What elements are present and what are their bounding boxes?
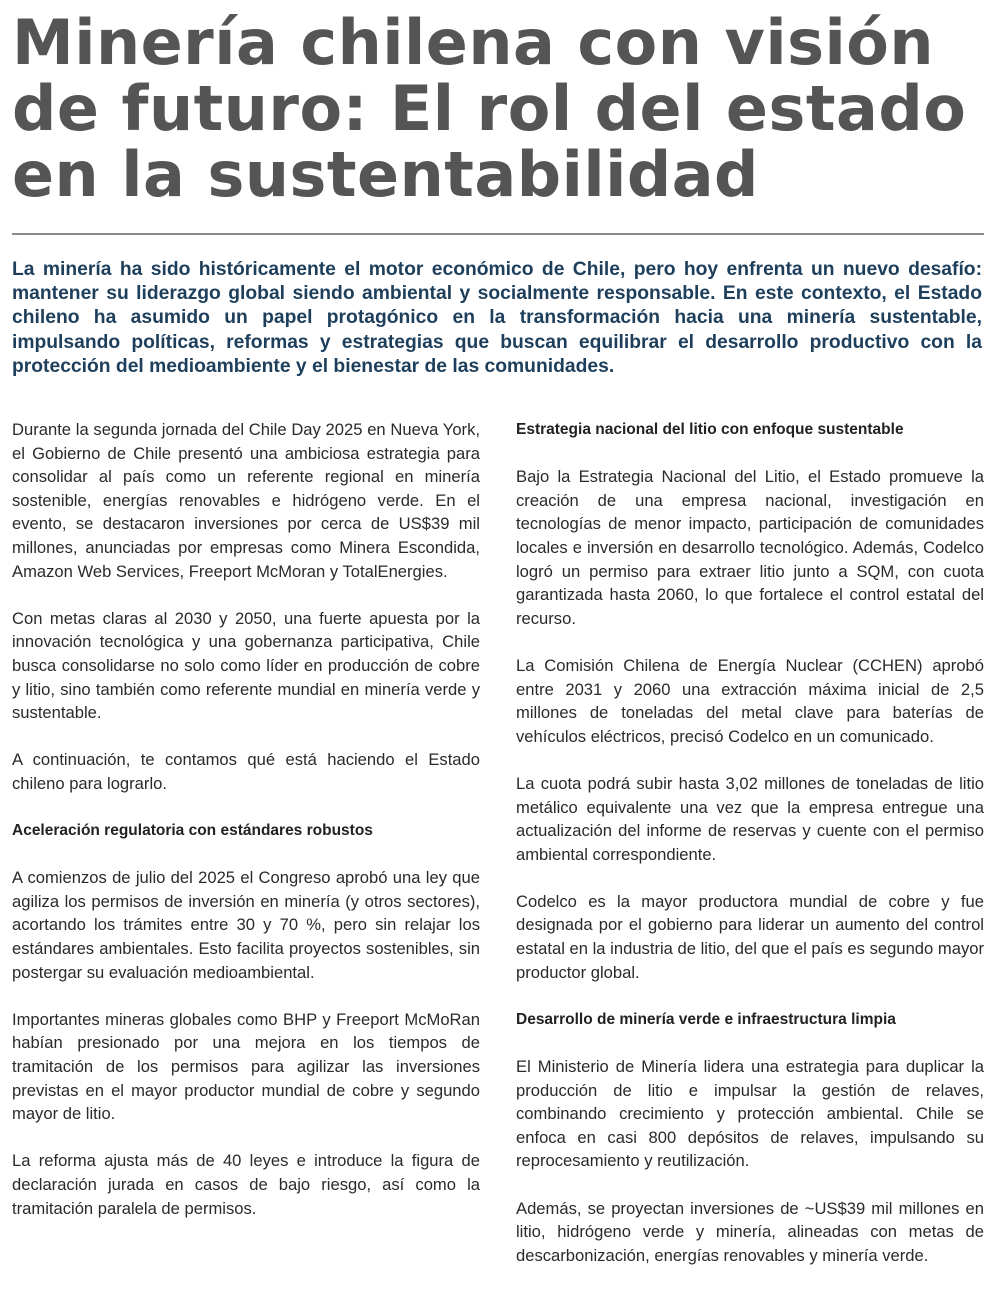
section-heading: Desarrollo de minería verde e infraestructura limpia <box>516 1010 896 1028</box>
paragraph: El Ministerio de Minería lidera una estrategia para duplicar la producción de litio e impulsar la gestión de relaves, combinando crecimiento y protección ambiental. Chile se enfoca en casi 800 depósitos de relaves, impulsando su reprocesamiento y reutilización. <box>516 1057 984 1171</box>
paragraph: Codelco es la mayor productora mundial de cobre y fue designada por el gobierno para liderar un aumento del control estatal en la industria de litio, del que el país es segundo mayor productor global. <box>516 891 984 982</box>
paragraph: Importantes mineras globales como BHP y Freeport McMoRan habían presionado por una mejora en los tiempos de tramitación de los permisos para agilizar las inversiones previstas en el mayor productor mundial de cobre y segundo mayor de litio. <box>12 1009 480 1124</box>
left-column <box>12 418 480 1244</box>
section-heading: Estrategia nacional del litio con enfoque sustentable <box>516 421 904 438</box>
section-heading: Aceleración regulatoria con estándares robustos <box>12 822 373 840</box>
paragraph: La Comisión Chilena de Energía Nuclear (CCHEN) aprobó entre 2031 y 2060 una extracción máxima inicial de 2,5 millones de toneladas del metal clave para baterías de vehículos eléctricos, precisó Codelco en un comunicado. <box>516 655 984 746</box>
paragraph: Además, se proyectan inversiones de ~US$39 mil millones en litio, hidrógeno verde y minería, alineadas con metas de descarbonización, energías renovables y minería verde. <box>516 1198 984 1265</box>
paragraph: A continuación, te contamos qué está haciendo el Estado chileno para lograrlo. <box>12 750 480 793</box>
title-divider <box>12 233 984 235</box>
paragraph: A comienzos de julio del 2025 el Congreso aprobó una ley que agiliza los permisos de inversión en minería (y otros sectores), acortando los trámites entre 30 y 70 %, pero sin relajar los estándares ambientales. Esto facilita proyectos sostenibles, sin postergar su evaluación medioambiental. <box>12 868 480 982</box>
paragraph: La cuota podrá subir hasta 3,02 millones de toneladas de litio metálico equivalente una vez que la empresa entregue una actualización del informe de reservas y cuente con el permiso ambiental correspondiente. <box>516 773 984 864</box>
article-title: Minería chilena con visión de futuro: El rol del estado en la sustentabilidad <box>12 6 967 211</box>
article-lead: La minería ha sido históricamente el motor económico de Chile, pero hoy enfrenta un nuevo desafío: mantener su liderazgo global siendo ambiental y socialmente responsable. En este contexto, el Estado chileno ha asumido un papel protagónico en la transformación hacia una minería sustentable, impulsando políticas, reformas y estrategias que buscan equilibrar el desarrollo productivo con la protección del medioambiente y el bienestar de las comunidades. <box>12 259 982 377</box>
paragraph: Bajo la Estrategia Nacional del Litio, el Estado promueve la creación de una empresa nacional, investigación en tecnologías de menor impacto, participación de comunidades locales e inversión en desarrollo tecnológico. Además, Codelco logró un permiso para extraer litio junto a SQM, con cuota garantizada hasta 2060, lo que fortalece el control estatal del recurso. <box>516 467 984 628</box>
right-column <box>516 418 984 1291</box>
paragraph: La reforma ajusta más de 40 leyes e introduce la figura de declaración jurada en casos de bajo riesgo, así como la tramitación paralela de permisos. <box>12 1151 480 1218</box>
paragraph: Durante la segunda jornada del Chile Day 2025 en Nueva York, el Gobierno de Chile presentó una ambiciosa estrategia para consolidar al país como un referente regional en minería sostenible, energías renovables e hidrógeno verde. En el evento, se destacaron inversiones por cerca de US$39 mil millones, anunciadas por empresas como Minera Escondida, Amazon Web Services, Freeport McMoran y TotalEnergies. <box>12 420 480 581</box>
paragraph: Con metas claras al 2030 y 2050, una fuerte apuesta por la innovación tecnológica y una gobernanza participativa, Chile busca consolidarse no solo como líder en producción de cobre y litio, sino también como referente mundial en minería verde y sustentable. <box>12 608 480 723</box>
